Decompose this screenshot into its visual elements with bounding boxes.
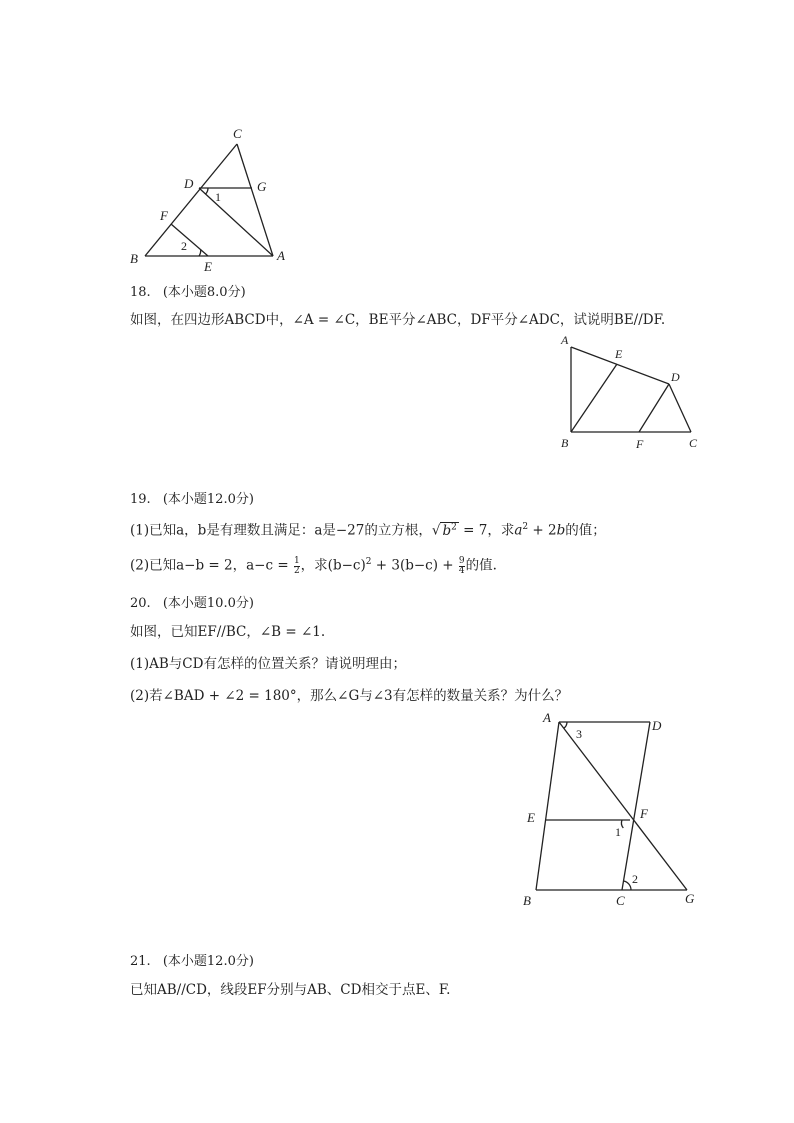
label-d: D: [652, 718, 662, 733]
angle-3-arc: [564, 722, 567, 728]
q20-part2: (2)若∠BAD + ∠2 = 180°，那么∠G与∠3有怎样的数量关系？为什么？: [130, 688, 569, 704]
label-e: E: [615, 347, 623, 361]
angle-2-arc: [199, 249, 201, 256]
label-c: C: [689, 436, 698, 450]
q19-part2-middle2: + 3(b−c) +: [371, 557, 458, 574]
q19-part2: (2)已知a−b = 2，a−c = $\frac{1}{2}$ ，求$(b-c)^2 + 3(b-c)$ + $\frac{9}{4}$ 的值.: [130, 555, 497, 576]
q21-points: (本小题12.0分): [162, 954, 254, 969]
label-b: B: [561, 436, 569, 450]
fraction-nine-quarters: $\frac{9}{4}$: [458, 555, 465, 576]
figure-q20-svg: [515, 705, 705, 915]
q18-stem: 如图，在四边形ABCD中，∠A = ∠C，BE平分∠ABC，DF平分∠ADC，试说明BE//DF.: [130, 312, 666, 328]
label-d: D: [184, 176, 194, 191]
q18-number: 18.: [130, 285, 151, 300]
label-d: D: [671, 370, 680, 384]
label-a: A: [543, 710, 551, 725]
label-f: F: [640, 806, 648, 821]
segment-fd: [639, 384, 669, 432]
q19-part2-middle: ，求(b−c): [300, 557, 366, 574]
q19-number: 19.: [130, 492, 151, 507]
label-c: C: [233, 126, 242, 141]
q18-header: [130, 281, 246, 300]
q19-header: [130, 488, 254, 507]
label-angle-2: 2: [632, 872, 638, 886]
q20-header: [130, 592, 254, 611]
segment-bc: [145, 144, 237, 256]
q19-part2-prefix: (2)已知a−b = 2，a−c =: [130, 557, 293, 574]
figure-q18: [555, 333, 705, 453]
fraction-one-half: $\frac{1}{2}$: [293, 555, 300, 576]
label-e: E: [204, 259, 212, 274]
segment-ab: [536, 722, 559, 890]
q19-points: (本小题12.0分): [162, 492, 254, 507]
figure-q18-svg: [555, 333, 705, 453]
q19-part1-prefix: (1)已知a，b是有理数且满足：a是−27的立方根，: [130, 522, 432, 539]
figure-q20: [515, 705, 705, 915]
q21-header: [130, 950, 254, 969]
q19-part1-suffix: 的值；: [565, 522, 606, 539]
label-b: B: [130, 251, 138, 266]
q19-part1-middle: = 7，求: [458, 522, 515, 539]
q19-part2-suffix: 的值.: [465, 557, 497, 574]
label-angle-1: 1: [615, 825, 621, 839]
angle-1-arc: [621, 820, 623, 828]
label-a: A: [561, 333, 569, 347]
label-f: F: [160, 208, 168, 223]
sqrt-b-squared: √ $b^2$: [431, 522, 457, 539]
segment-ag: [559, 722, 687, 890]
label-g: G: [685, 891, 695, 906]
label-angle-2: 2: [181, 239, 187, 253]
q20-points: (本小题10.0分): [162, 596, 254, 611]
segment-fe: [171, 224, 208, 256]
label-g: G: [257, 179, 267, 194]
label-f: F: [636, 437, 644, 451]
q19-part1: (1)已知a，b是有理数且满足：a是−27的立方根，√ $b^2 = 7$，求$a^2 + 2b$的值；: [130, 522, 606, 539]
q21-number: 21.: [130, 954, 151, 969]
label-a: A: [277, 248, 285, 263]
q20-part1: (1)AB与CD有怎样的位置关系？请说明理由；: [130, 656, 406, 672]
q21-stem: 已知AB//CD，线段EF分别与AB、CD相交于点E、F.: [130, 982, 451, 998]
angle-2-arc: [624, 881, 632, 890]
segment-dc: [669, 384, 691, 432]
figure-q17-svg: [120, 120, 300, 280]
q20-number: 20.: [130, 596, 151, 611]
q18-points: (本小题8.0分): [162, 285, 246, 300]
segment-be: [571, 364, 617, 432]
q20-stem: 如图，已知EF//BC，∠B = ∠1.: [130, 624, 326, 640]
label-e: E: [527, 810, 535, 825]
label-angle-3: 3: [576, 727, 582, 741]
label-c: C: [616, 893, 625, 908]
figure-q17: [120, 120, 300, 280]
label-b: B: [523, 893, 531, 908]
label-angle-1: 1: [215, 190, 221, 204]
angle-1-arc: [206, 188, 208, 194]
